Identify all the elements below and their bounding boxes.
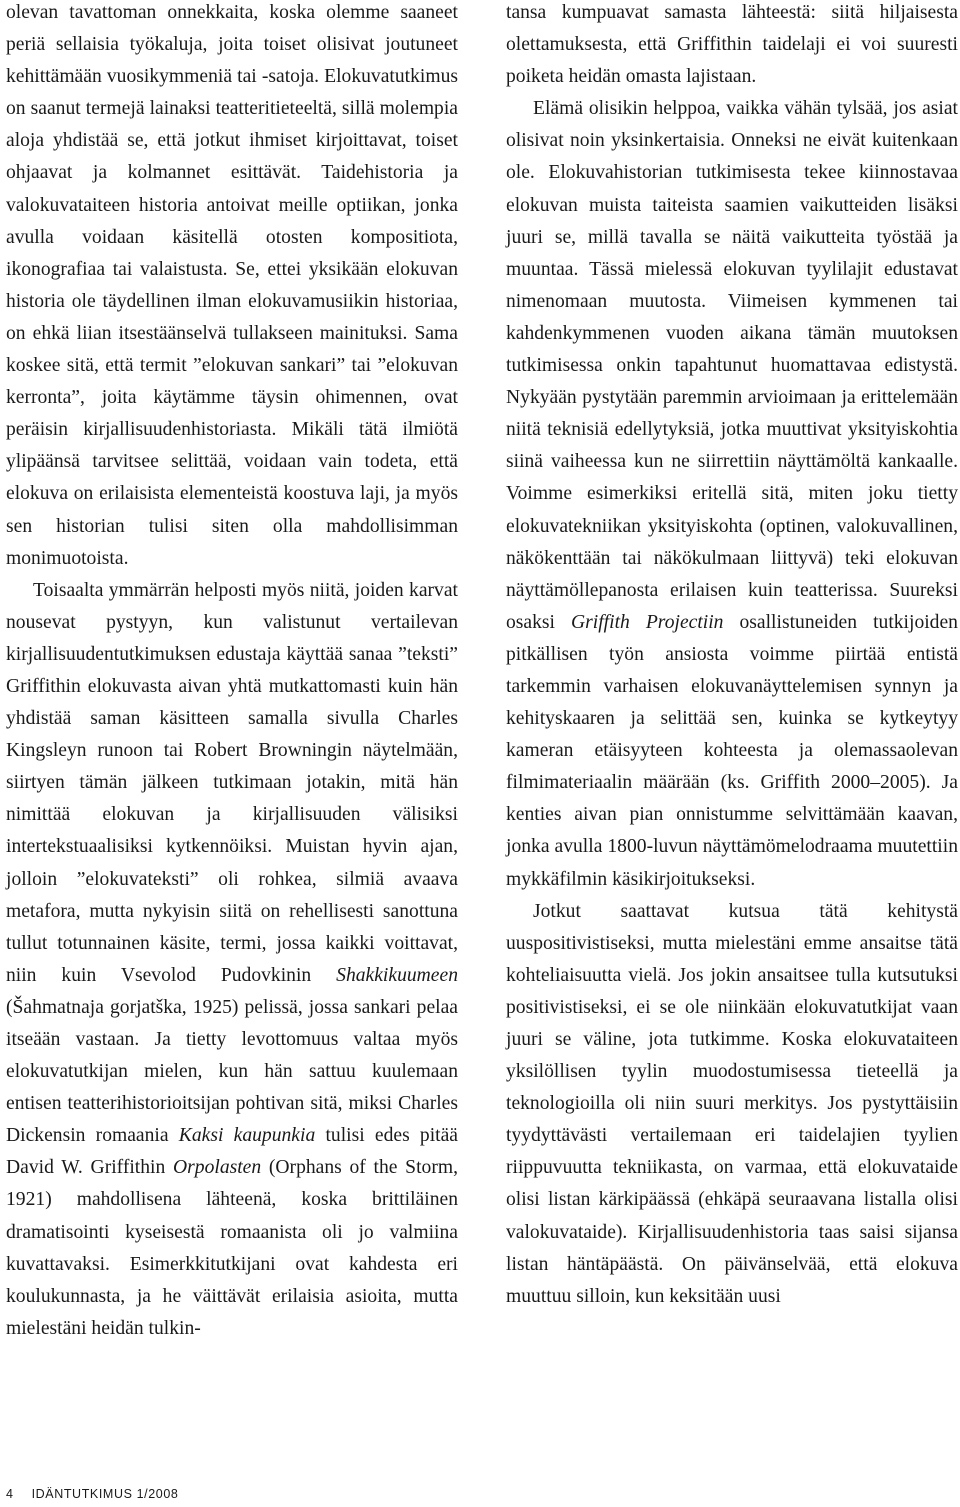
paragraph-text: Toisaalta ymmärrän helposti myös niitä, joiden karvat nousevat pystyyn, kun valistunut vertailevan kirjallisuudentutkimuksen edustaja käyttää sanaa ”teksti” Griffithin elokuvasta aivan yhtä mutkattomasti kuin hän yhdistää saman käsitteen samalla sivulla Charles Kingsleyn runoon tai Robert Browningin näytelmään, siirtyen tämän jälkeen tutkimaan jotakin, mitä hän nimittää elokuvan ja kirjallisuuden välisiksi intertekstuaalisiksi kytkennöiksi. Muistan hyvin ajan, jolloin ”elokuvateksti” oli rohkea, silmiä avaava metafora, mutta nykyisin siitä on rehellisesti sanottuna tullut totunnainen käsite, termi, jossa kaikki voittavat, niin kuin Vsevolod Pudovkinin <box>6 579 458 986</box>
body-paragraph <box>506 93 958 895</box>
body-paragraph <box>506 0 958 93</box>
right-text-column <box>506 0 958 1313</box>
paragraph-text: (Orphans of the Storm, 1921) mahdollisena lähteenä, koska brittiläinen dramatisointi kyseisestä romaanista oli jo valmiina kuvattavaksi. Esimerkkitutkijani ovat kahdesta eri koulukunnasta, ja he väittävät erilaisia asioita, mutta mielestäni heidän tulkin- <box>6 1157 458 1339</box>
body-paragraph <box>6 0 458 575</box>
paragraph-text: Elämä olisikin helppoa, vaikka vähän tylsää, jos asiat olisivat noin yksinkertaisia. Onneksi ne eivät kuitenkaan ole. Elokuvahistorian tutkimisesta tekee kiinnostavaa elokuvan muista taiteista saamien vaikutteiden lisäksi juuri se, millä tavalla se näitä vaikutteita työstää ja muuntaa. Tässä mielessä elokuvan tyylilajit edustavat nimenomaan muutosta. Viimeisen kymmenen tai kahdenkymmenen vuoden aikana tämän muutoksen tutkimisessa onkin tapahtunut huomattavaa edistystä. Nykyään pystytään paremmin arvioimaan ja erittelemään niitä teknisiä edellytyksiä, jotka muuttivat yksityiskohtia siinä vaiheessa kun ne siirrettiin näyttämöltä kankaalle. Voimme esimerkiksi eritellä sitä, miten joku tietty elokuvatekniikan yksityiskohta (optinen, valokuvallinen, näkökenttään tai näkökulmaan liittyvä) teki elokuvan näyttämöllepanosta erilaisen kuin teatterissa. Suureksi osaksi <box>506 98 958 633</box>
paragraph-text: osallistuneiden tutkijoiden pitkällisen työn ansiosta voimme piirtää entistä tarkemmin varhaisen elokuvanäyttelemisen synnyn ja kehityskaaren ja selittää sen, kuinka se kytkeytyy kameran etäisyyteen kohteesta ja olemassaolevan filmimateriaalin määrään (ks. Griffith 2000–2005). Ja kenties aivan pian onnistumme selvittämään kaavan, jonka avulla 1800-luvun näyttämömelodraama muutettiin mykkäfilmin käsikirjoitukseksi. <box>506 611 958 890</box>
film-title: Orpolasten <box>173 1157 262 1179</box>
project-title: Griffith Projectiin <box>571 611 724 633</box>
paragraph-text: (Šahmatnaja gorjatška, 1925) pelissä, jossa sankari pelaa itseään vastaan. Ja tietty levottomuus valtaa myös elokuvatutkijan mielen, kun hän sattuu kuulemaan entisen teatterihistorioitsijan pohtivan sitä, miksi Charles Dickensin romaania <box>6 996 458 1147</box>
body-paragraph <box>506 896 958 1313</box>
left-text-column <box>6 0 458 1345</box>
page-number: 4 <box>6 1487 14 1501</box>
paragraph-text: Jotkut saattavat kutsua tätä kehitystä uuspositivistiseksi, mutta mielestäni emme ansaitse tätä kohteliaisuutta vielä. Jos jokin ansaitsee tulla kutsutuksi positivistiseksi, ei se ole niinkään elokuvatutkijat vaan juuri se väline, jota tutkimme. Koska elokuvataiteen yksilöllisen tyylin muodostumisessa tieteellä ja teknologioilla oli niin suuri merkitys. Jos pystyttäisiin tyydyttävästi vertailemaan eri taidelajien tyylien riippuvuutta tekniikasta, on varmaa, että elokuvataide olisi listan kärkipäässä (ehkäpä seuraavana listalla olisi valokuvataide). Kirjallisuudenhistoria taas saisi sijansa listan häntäpäästä. On päivänselvää, että elokuva muuttuu silloin, kun keksitään uusi <box>506 900 958 1307</box>
film-title: Shakkikuumeen <box>336 964 458 986</box>
publication-name: IDÄNTUTKIMUS 1/2008 <box>31 1487 179 1501</box>
paragraph-text: tansa kumpuavat samasta lähteestä: siitä hiljaisesta olettamuksesta, että Griffithin taidelaji ei voi suuresti poiketa heidän omasta lajistaan. <box>506 2 958 88</box>
body-paragraph <box>6 575 458 1345</box>
paragraph-text: tulisi edes pitää David W. Griffithin <box>6 1125 458 1179</box>
page-footer <box>6 1487 178 1501</box>
novel-title: Kaksi kaupunkia <box>178 1125 316 1147</box>
paragraph-text: olevan tavattoman onnekkaita, koska olemme saaneet periä sellaisia työkaluja, joita toiset olisivat joutuneet kehittämään vuosikymmeniä tai -satoja. Elokuvatutkimus on saanut termejä lainaksi teatteritieteeltä, sillä molempia aloja yhdistää se, että jotkut ihmiset kirjoittavat, toiset ohjaavat ja kolmannet esittävät. Taidehistoria ja valokuvataiteen historia antoivat meille optiikan, jonka avulla voidaan käsitellä otosten kompositiota, ikonografiaa tai valaistusta. Se, ettei yksikään elokuvan historia ole täydellinen ilman elokuvamusiikin historiaa, on ehkä liian itsestäänselvä tullakseen mainituksi. Sama koskee sitä, että termit ”elokuvan sankari” tai ”elokuvan kerronta”, joita käytämme täysin ohimennen, ovat peräisin kirjallisuudenhistoriasta. Mikäli tätä ilmiötä ylipäänsä tarvitsee selittää, voidaan vain todeta, että elokuva on erilaisista elementeistä koostuva laji, ja myös sen historian tulisi siten olla mahdollisimman monimuotoista. <box>6 2 458 569</box>
